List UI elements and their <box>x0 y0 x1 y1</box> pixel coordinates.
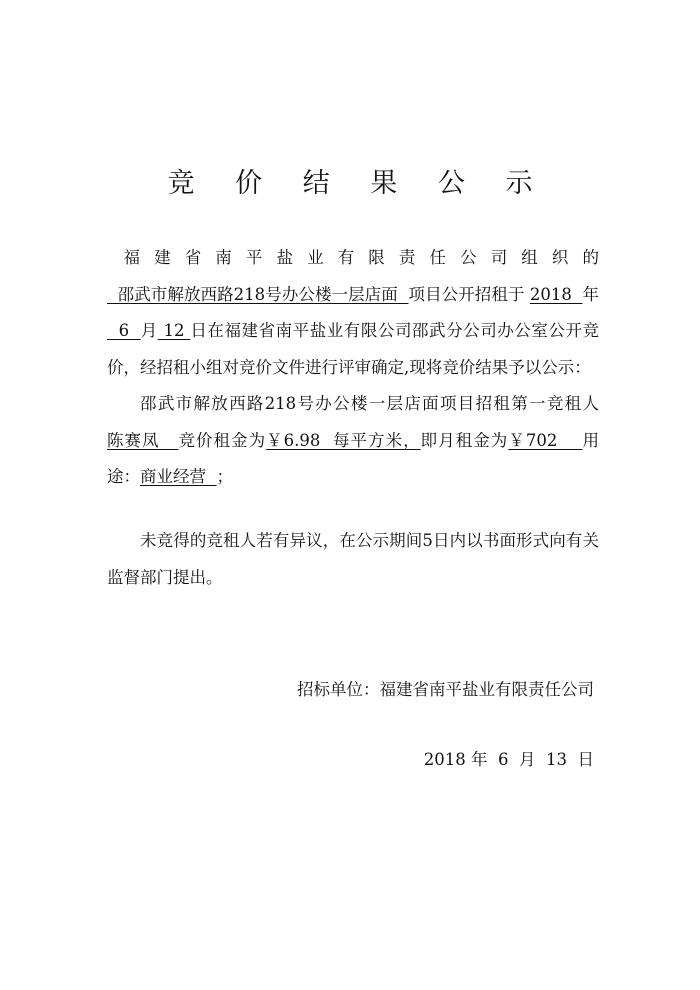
year-char: 年 <box>582 284 600 304</box>
bid-year: 2018 <box>529 284 583 304</box>
result-end: ； <box>216 467 233 486</box>
monthly-rent-label: 即月租金为 <box>420 430 509 450</box>
objection-paragraph: 未竞得的竞租人若有异议，在公示期间5日内以书面形式向有关监督部门提出。 <box>107 531 599 587</box>
month-char: 月 <box>140 321 158 340</box>
monthly-rent: ￥702 <box>508 430 583 450</box>
project-text: 项目公开招租于 <box>408 284 525 304</box>
document-date: 2018 年 6 月 13 日 <box>423 750 594 769</box>
document-title: 竞 价 结 果 公 示 <box>167 168 549 199</box>
project-name: 邵武市解放西路218号办公楼一层店面 <box>107 284 409 304</box>
announcement-text-end: 日在福建省南平盐业有限公司邵武分公司办公室公开竞价，经招租小组对竞价文件进行评审确定,现将竞价结果予以公示： <box>107 321 600 377</box>
winner-name: 陈赛凤 <box>107 430 179 450</box>
organizer-text: 福建省南平盐业有限责任公司组织的 <box>123 248 599 267</box>
price-label: 竞价租金为 <box>178 430 267 450</box>
use-label: 用途： <box>107 430 599 486</box>
bid-price: ￥6.98 每平方米， <box>266 430 421 450</box>
result-text: 邵武市解放西路218号办公楼一层店面项目招租第一竞租人 <box>140 394 599 413</box>
result-paragraph <box>107 386 599 496</box>
bid-month: 6 <box>107 321 141 340</box>
bid-day: 12 <box>157 321 191 340</box>
signature-line: 招标单位：福建省南平盐业有限责任公司 <box>297 680 594 699</box>
announcement-paragraph <box>107 240 599 386</box>
usage-value: 商业经营 <box>140 467 217 486</box>
